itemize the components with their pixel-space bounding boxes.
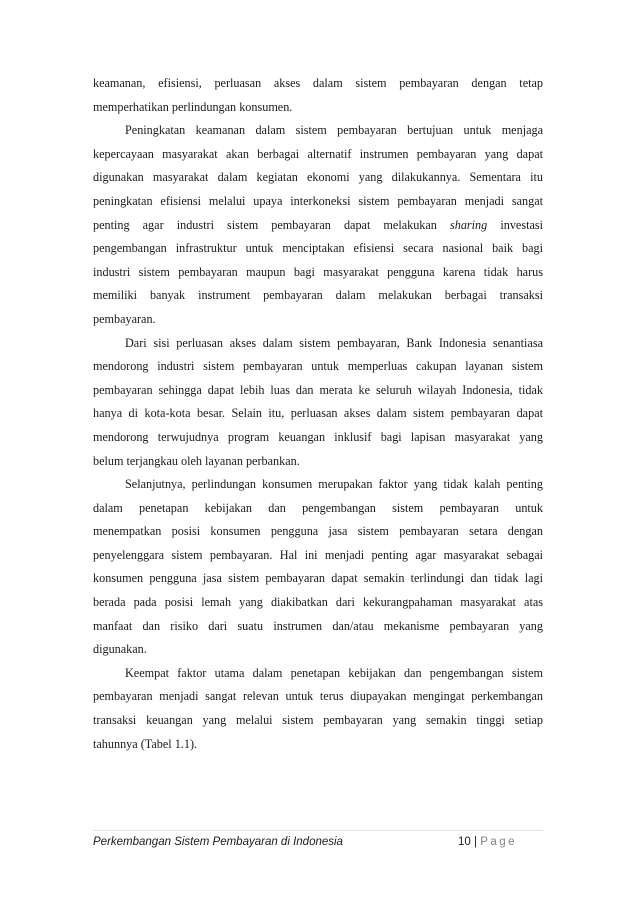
text-line: hanya di kota-kota besar. Selain itu, perluasan akses dalam sistem pembayaran dapat — [93, 406, 543, 421]
text-line: pembayaran sehingga dapat lebih luas dan merata ke seluruh wilayah Indonesia, tidak — [93, 382, 543, 397]
text-line: penting agar industri sistem pembayaran dapat melakukan sharing investasi — [93, 217, 543, 232]
page-label: Page — [480, 836, 518, 848]
body-text — [93, 72, 543, 756]
page-separator: | — [474, 836, 477, 848]
text-line: digunakan. — [93, 642, 147, 657]
text-line: dalam penetapan kebijakan dan pengembangan sistem pembayaran untuk — [93, 500, 543, 515]
footer-page-number — [458, 836, 517, 848]
text-line: mendorong industri sistem pembayaran untuk memperluas cakupan layanan sistem — [93, 359, 543, 374]
text-line: manfaat dan risiko dari suatu instrumen dan/atau mekanisme pembayaran yang — [93, 618, 543, 633]
text-line: memiliki banyak instrument pembayaran dalam melakukan berbagai transaksi — [93, 288, 543, 303]
text-line: kepercayaan masyarakat akan berbagai alternatif instrumen pembayaran yang dapat — [93, 146, 543, 161]
text-line: keamanan, efisiensi, perluasan akses dalam sistem pembayaran dengan tetap — [93, 76, 543, 90]
text-line: industri sistem pembayaran maupun bagi masyarakat pengguna karena tidak harus — [93, 264, 543, 279]
italic-term: sharing — [450, 217, 488, 232]
text-line: penyelenggara sistem pembayaran. Hal ini menjadi penting agar masyarakat sebagai — [93, 547, 543, 562]
text-line: mendorong terwujudnya program keuangan inklusif bagi lapisan masyarakat yang — [93, 429, 543, 444]
page-number: 10 — [458, 836, 471, 848]
text-line: tahunnya (Tabel 1.1). — [93, 736, 198, 751]
text-line: Dari sisi perluasan akses dalam sistem pembayaran, Bank Indonesia senantiasa — [125, 335, 543, 350]
text-line: pengembangan infrastruktur untuk menciptakan efisiensi secara nasional baik bagi — [93, 241, 543, 256]
text-line: berada pada posisi lemah yang diakibatkan dari kekurangpahaman masyarakat atas — [93, 595, 543, 610]
text-line: pembayaran menjadi sangat relevan untuk terus diupayakan mengingat perkembangan — [93, 689, 543, 704]
text-line: menempatkan posisi konsumen pengguna jasa sistem pembayaran setara dengan — [93, 524, 543, 539]
text-line: peningkatan efisiensi melalui upaya interkoneksi sistem pembayaran menjadi sangat — [93, 193, 543, 208]
text-line: memperhatikan perlindungan konsumen. — [93, 99, 293, 114]
text-line: Keempat faktor utama dalam penetapan kebijakan dan pengembangan sistem — [125, 665, 543, 680]
text-line: digunakan masyarakat dalam kegiatan ekonomi yang dilakukannya. Sementara itu — [93, 170, 543, 185]
text-line: transaksi keuangan yang melalui sistem pembayaran yang semakin tinggi setiap — [93, 713, 543, 728]
text-line: pembayaran. — [93, 311, 156, 326]
footer-divider — [93, 830, 543, 831]
text-line: belum terjangkau oleh layanan perbankan. — [93, 453, 300, 468]
text-line: konsumen pengguna jasa sistem pembayaran dapat semakin terlindungi dan tidak lagi — [93, 571, 543, 586]
footer-title: Perkembangan Sistem Pembayaran di Indonesia — [93, 836, 343, 848]
text-line: Peningkatan keamanan dalam sistem pembayaran bertujuan untuk menjaga — [125, 123, 543, 138]
text-line: Selanjutnya, perlindungan konsumen merupakan faktor yang tidak kalah penting — [125, 477, 543, 492]
